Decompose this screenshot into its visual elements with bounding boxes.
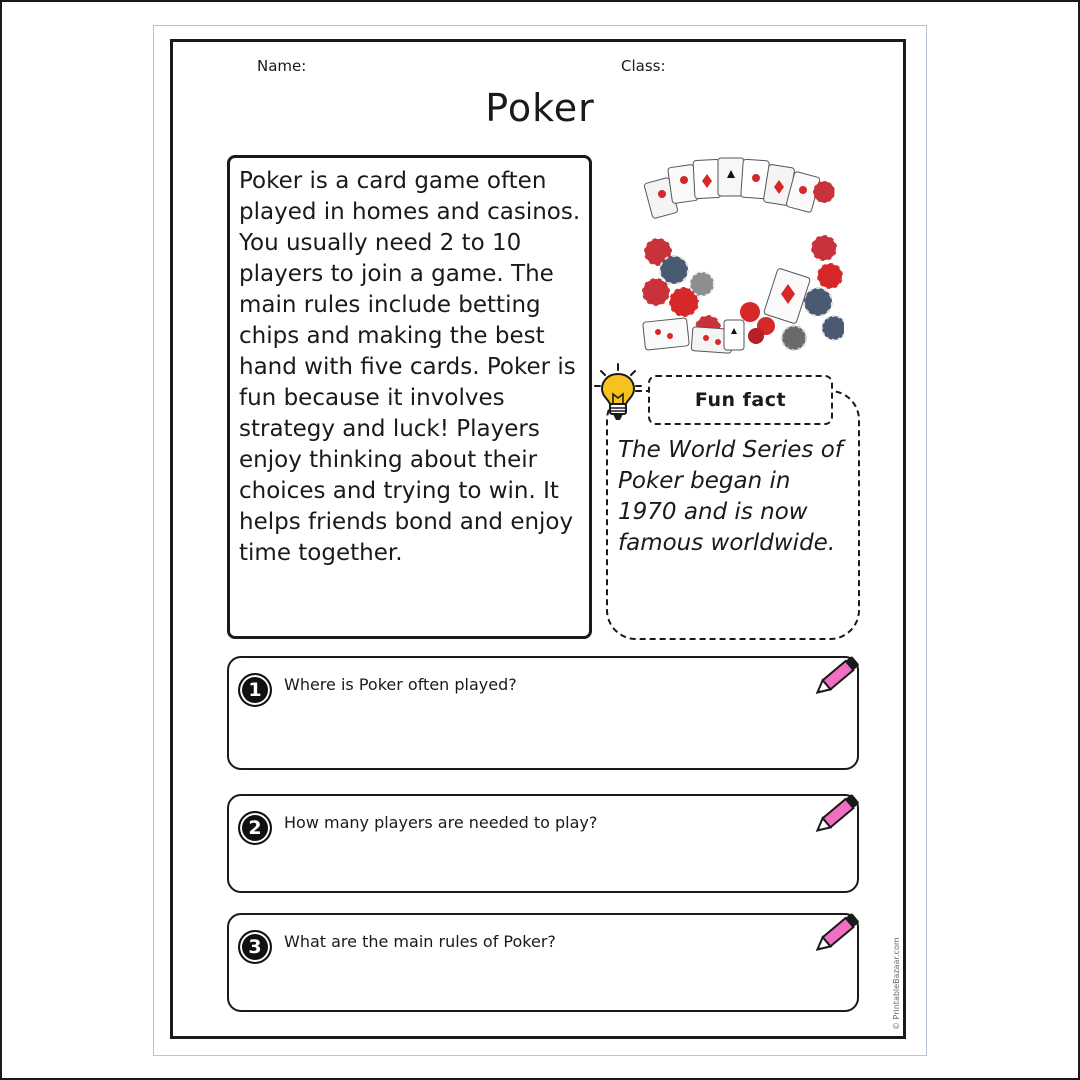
- passage-box: [227, 155, 592, 639]
- question-number-3: 3: [238, 930, 272, 964]
- pencil-icon: [815, 650, 867, 698]
- question-box-3[interactable]: [227, 913, 859, 1012]
- passage-text: Poker is a card game often played in homes and casinos. You usually need 2 to 10 players to join a game. The main rules include betting chips and making the best hand with five cards. Poker is fun because it involves strategy and luck! Players enjoy thinking about their choices and trying to win. It helps friends bond and enjoy time together.: [239, 168, 581, 566]
- question-text-2: How many players are needed to play?: [284, 813, 598, 832]
- lightbulb-icon: [593, 362, 643, 424]
- pencil-icon: [815, 907, 867, 955]
- question-text-1: Where is Poker often played?: [284, 675, 517, 694]
- poker-cards-and-chips-illustration: [638, 152, 844, 356]
- worksheet-title: Poker: [485, 86, 595, 130]
- question-text-3: What are the main rules of Poker?: [284, 932, 556, 951]
- pencil-icon: [815, 788, 867, 836]
- question-box-1[interactable]: [227, 656, 859, 770]
- question-number-2: 2: [238, 811, 272, 845]
- question-number-1: 1: [238, 673, 272, 707]
- class-label: Class:: [621, 57, 666, 75]
- copyright-text: © PrintableBazaar.com: [892, 937, 901, 1030]
- question-box-2[interactable]: [227, 794, 859, 893]
- name-label: Name:: [257, 57, 307, 75]
- fun-fact-heading: Fun fact: [648, 375, 833, 425]
- fun-fact-text: The World Series of Poker began in 1970 and is now famous worldwide.: [618, 437, 843, 556]
